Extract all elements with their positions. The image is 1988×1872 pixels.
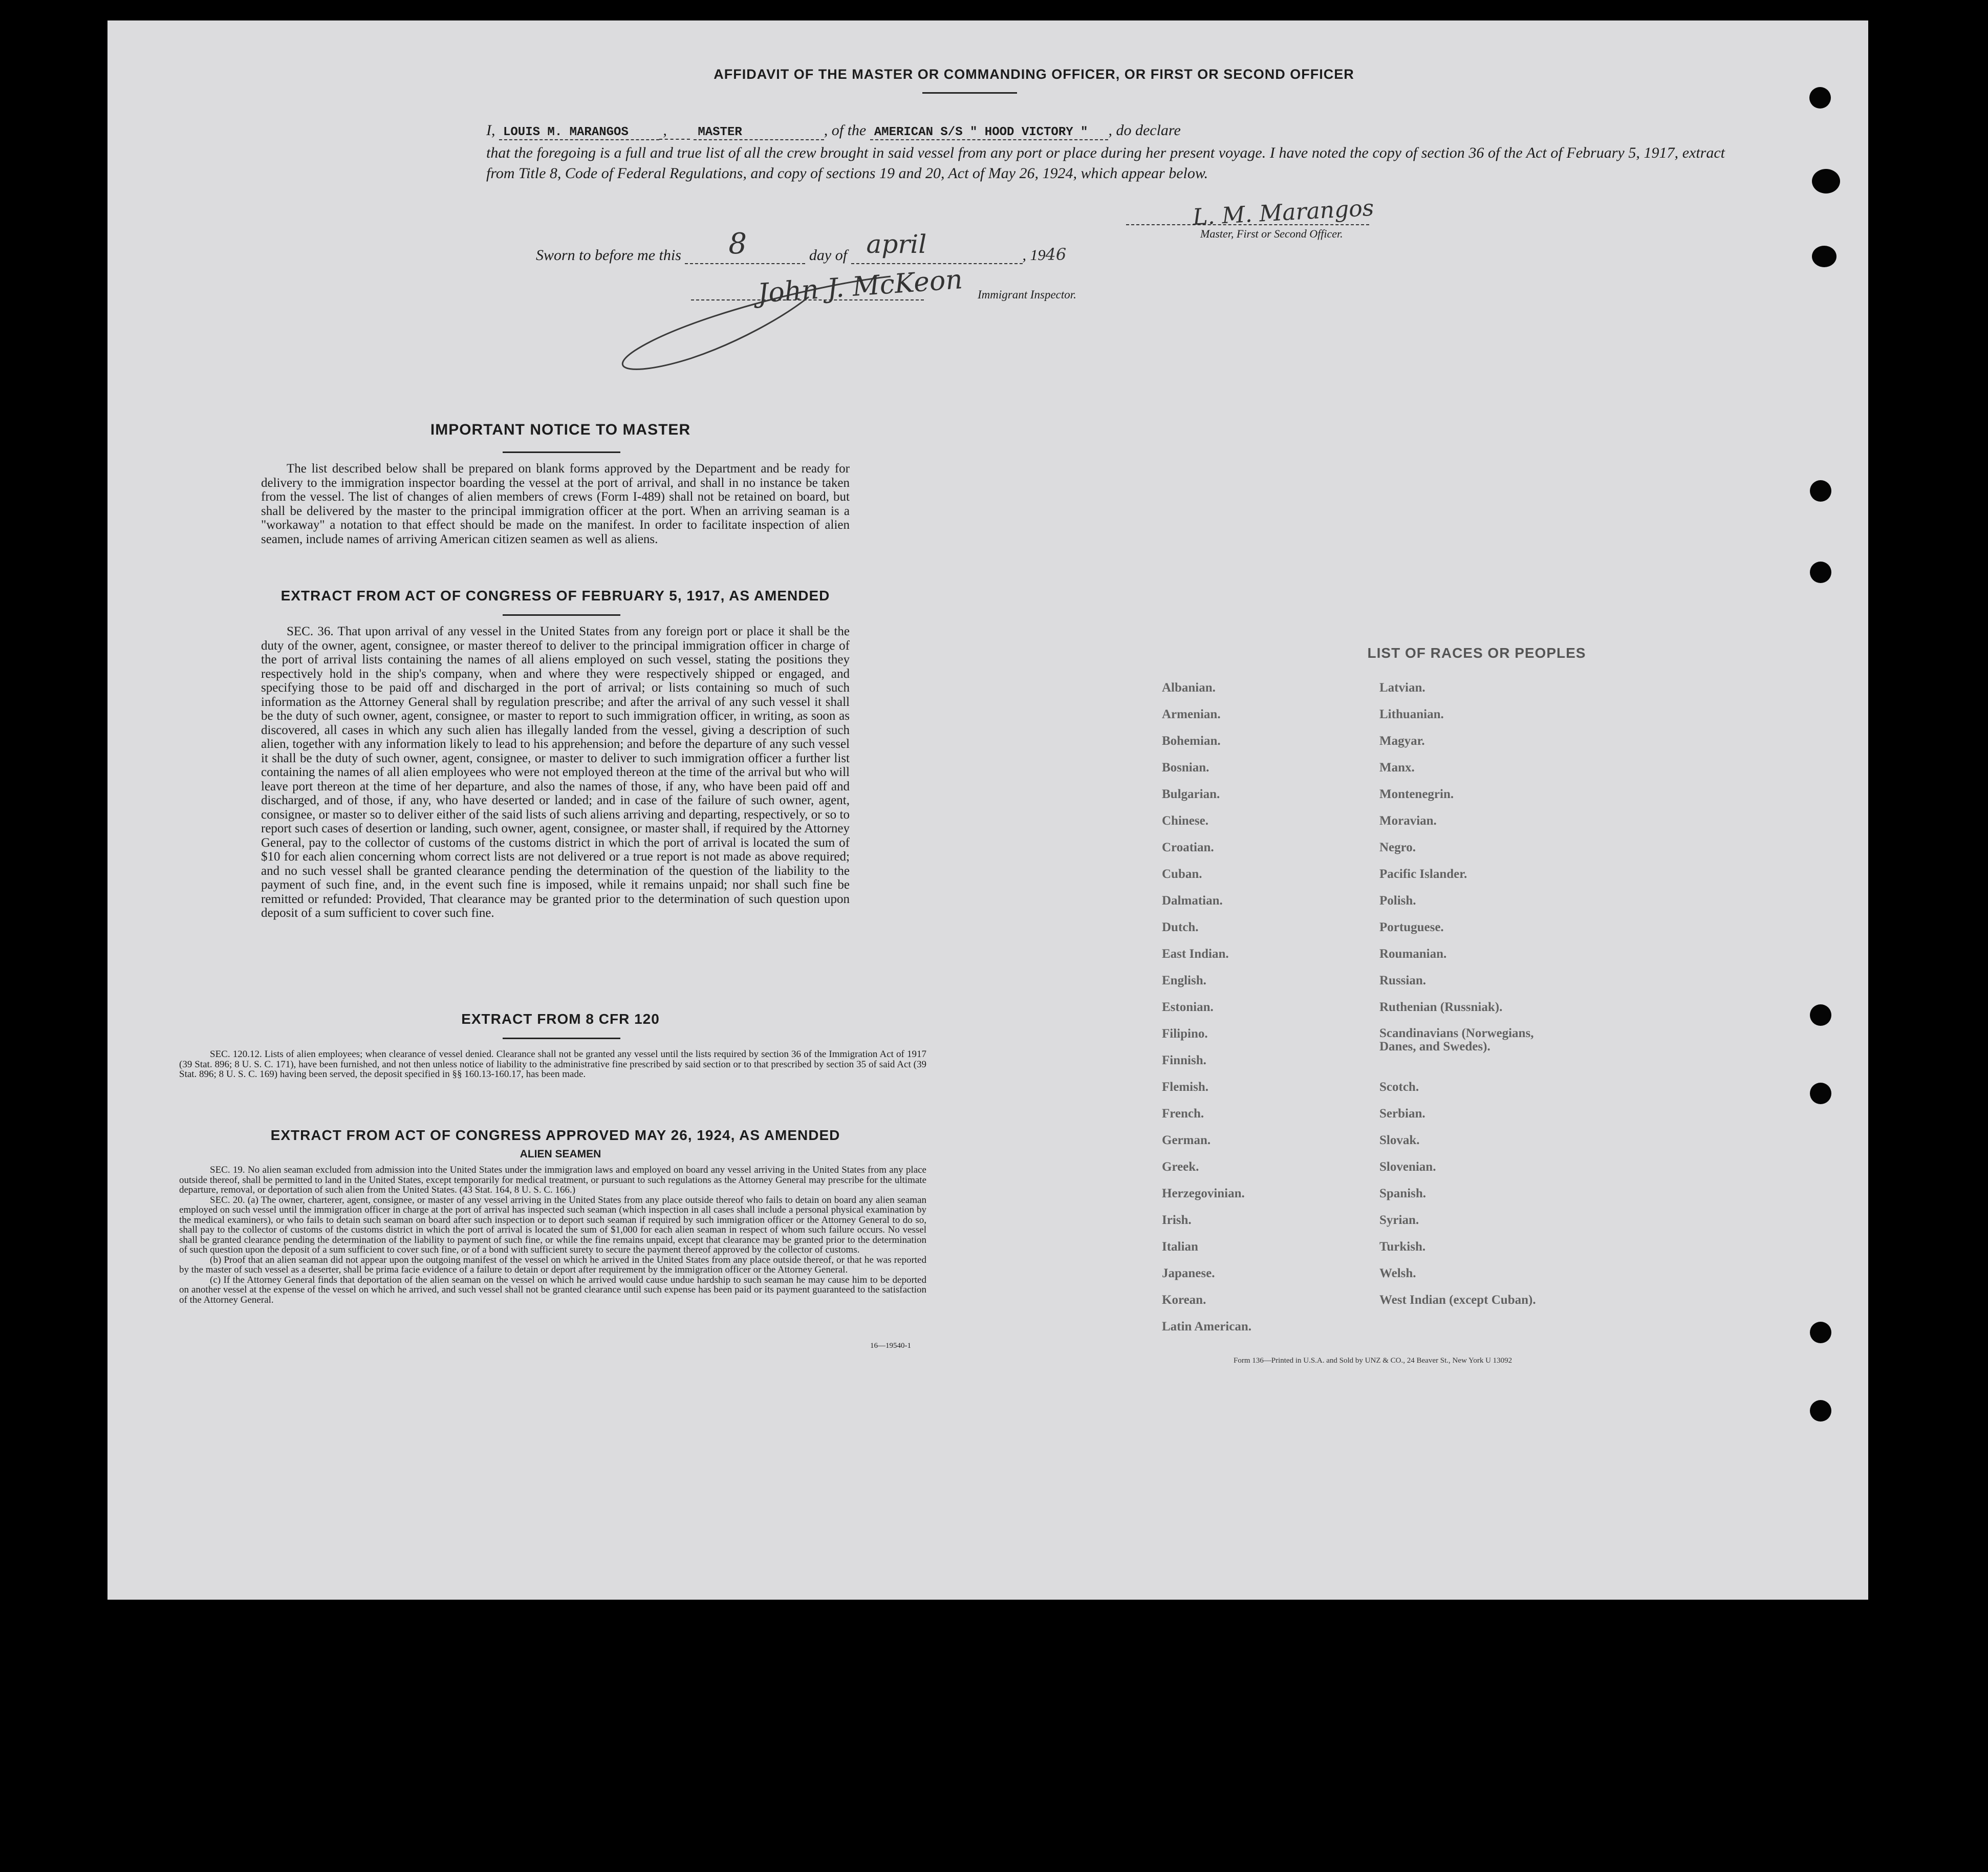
extract-1917-title: EXTRACT FROM ACT OF CONGRESS OF FEBRUARY 5, 1917, AS AMENDED (280, 588, 830, 604)
race-item: Roumanian. (1379, 947, 1447, 961)
race-item: Greek. (1162, 1160, 1199, 1174)
race-item: Serbian. (1379, 1107, 1425, 1121)
binder-hole (1812, 169, 1840, 193)
race-item: Korean. (1162, 1293, 1206, 1307)
race-item: Latin American. (1162, 1320, 1251, 1333)
race-item: Japanese. (1162, 1266, 1215, 1280)
master-label: Master, First or Second Officer. (1200, 227, 1343, 240)
declaration-i: I, (486, 122, 495, 139)
cfr-rule (503, 1038, 620, 1039)
race-item: Latvian. (1379, 681, 1425, 695)
race-item: Portuguese. (1379, 920, 1444, 934)
race-item: Spanish. (1379, 1187, 1427, 1200)
alien-seamen-subtitle: ALIEN SEAMEN (520, 1148, 601, 1160)
form-code: 16—19540-1 (870, 1342, 911, 1350)
day-of-text: day of (809, 247, 848, 264)
extract-1917-body: SEC. 36. That upon arrival of any vessel in the United States from any foreign port or place it shall be the duty of the owner, agent, consignee, or master thereof to deliver to the principal immigration officer in charge of the port of arrival lists containing the names of all aliens employed on such vessel, stating the positions they respectively hold in the ship's company, when and where they were respectively shipped or engaged, and specifying those to be paid off and discharged in the port of arrival; or lists containing so much of such information as the Attorney General shall by regulation prescribe; and after the arrival of any such vessel it shall be the duty of such owner, agent, consignee, or master to report to such immigration officer, in writing, as soon as discovered, all cases in which any such alien has illegally landed from the vessel, giving a description of such alien, together with any information likely to lead to his apprehension; and before the departure of any such vessel it shall be the duty of such owner, agent, consignee, or master to deliver to such immigration officer a further list containing the names of all alien employees who were not employed thereon at the time of the arrival but who will leave port thereon at the time of her departure, and also the names of those, if any, who have been paid off and discharged, and of those, if any, who have deserted or landed; and in case of the failure of such owner, agent, consignee, or master so to deliver either of the said lists of such aliens arriving and departing, respectively, or so to report such cases of desertion or landing, such owner, agent, consignee, or master shall, if required by the Attorney General, pay to the collector of customs of the customs district in which the port of arrival is located the sum of $10 for each alien concerning whom correct lists are not delivered or a true report is not made as above required; and no such vessel shall be granted clearance pending the determination of the question of the liability to the payment of such fine, and, in the event such fine is imposed, while it remains unpaid; nor shall such fine be remitted or refunded: Provided, That clearance may be granted prior to the determination of such question upon deposit of a sum sufficient to cover such fine. (261, 625, 850, 920)
printer-footer: Form 136—Printed in U.S.A. and Sold by UNZ & CO., 24 Beaver St., New York U 13092 (1234, 1357, 1512, 1365)
binder-hole (1810, 1322, 1831, 1343)
race-item: Dutch. (1162, 920, 1199, 934)
binder-hole (1810, 562, 1831, 583)
sworn-month: april (866, 229, 927, 259)
race-item: Welsh. (1379, 1266, 1416, 1280)
declaration-body: that the foregoing is a full and true list of all the crew brought in said vessel from any port or place during her present voyage. I have noted the copy of section 36 of the Act of February 5, 1917, extract from Title 8, Code of Federal Regulations, and copy of sections 19 and 20, Act of May 26, 1924, which appear below. (486, 144, 1725, 182)
of-the-text: , of the (824, 122, 867, 139)
race-item: French. (1162, 1107, 1204, 1121)
race-item: Bosnian. (1162, 761, 1209, 774)
extract-1924-body (179, 1165, 926, 1305)
extract-1924-title: EXTRACT FROM ACT OF CONGRESS APPROVED MAY 26, 1924, AS AMENDED (270, 1127, 840, 1143)
race-item: West Indian (except Cuban). (1379, 1293, 1536, 1307)
year-prefix: , 19 (1022, 247, 1046, 264)
sec-20c: (c) If the Attorney General finds that deportation of the alien seaman on the vessel on which he arrived would cause undue hardship to such seaman he may cause him to be deported on another vessel at the expense of the vessel on which he arrived, and such vessel shall not be granted clearance until such expense has been paid or its payment guaranteed to the satisfaction of the Attorney General. (179, 1274, 926, 1305)
race-item: Scotch. (1379, 1080, 1419, 1094)
sec-20a: SEC. 20. (a) The owner, charterer, agent, consignee, or master of any vessel arriving in the United States from any place outside thereof who fails to detain on board any alien seaman employed on such vessel until the immigration officer in charge at the port of arrival has inspected such seaman (which inspection in all cases shall include a personal physical examination by the medical examiners), or who fails to detain such seaman on board after such inspection or to deport such seaman if required by such immigration officer or the Attorney General to do so, shall pay to the collector of customs of the customs district in which the port of arrival is located the sum of $1,000 for each alien seaman in respect of whom such failure occurs. No vessel shall be granted clearance pending the determination of the liability to payment of such fine, or while the fine remains unpaid, except that clearance may be granted prior to the determination of such question upon the deposit of a sum sufficient to cover such fine, or of a bond with sufficient surety to secure the payment thereof approved by the collector of customs. (179, 1194, 926, 1255)
master-signature: L. M. Marangos (1192, 195, 1375, 231)
race-item: Lithuanian. (1379, 707, 1444, 721)
binder-hole (1810, 480, 1831, 502)
affidavit-title: AFFIDAVIT OF THE MASTER OR COMMANDING OFFICER, OR FIRST OR SECOND OFFICER (714, 67, 1354, 82)
race-item: Albanian. (1162, 681, 1216, 695)
race-item: Negro. (1379, 841, 1416, 854)
inspector-label: Immigrant Inspector. (978, 288, 1076, 301)
race-item: Filipino. (1162, 1027, 1208, 1041)
race-item: Flemish. (1162, 1080, 1208, 1094)
race-item: Manx. (1379, 761, 1415, 774)
vessel-field: AMERICAN S/S " HOOD VICTORY " (870, 125, 1109, 140)
race-item: English. (1162, 974, 1206, 987)
cfr-title: EXTRACT FROM 8 CFR 120 (461, 1011, 660, 1027)
cfr-body: SEC. 120.12. Lists of alien employees; when clearance of vessel denied. Clearance shall not be granted any vessel until the lists required by section 36 of the Immigration Act of 1917 (39 Stat. 896; 8 U. S. C. 171), have been furnished, and not then unless notice of liability to the administrative fine prescribed by said section or to that prescribed by section 35 of said Act (39 Stat. 896; 8 U. S. C. 169) having been served, the deposit specified in §§ 160.13-160.17, has been made. (179, 1049, 926, 1080)
notice-title: IMPORTANT NOTICE TO MASTER (430, 421, 691, 438)
race-item: Slovak. (1379, 1133, 1420, 1147)
inspector-signature: John J. McKeon (757, 264, 964, 309)
sworn-day: 8 (728, 227, 747, 261)
binder-hole (1812, 246, 1836, 267)
year-suffix: 46 (1045, 245, 1067, 264)
binder-hole (1809, 87, 1831, 109)
form-page (107, 20, 1868, 1600)
extract-1917-rule (503, 614, 620, 616)
inspector-signature-line (691, 299, 924, 300)
race-item: Herzegovinian. (1162, 1187, 1245, 1200)
race-item: Armenian. (1162, 707, 1221, 721)
binder-hole (1810, 1400, 1831, 1422)
race-item: Russian. (1379, 974, 1427, 987)
binder-hole (1810, 1083, 1831, 1104)
declaration: I, LOUIS M. MARANGOS , MASTER , of the AMERICAN S/S " HOOD VICTORY " , do declare that the foregoing is a full and true list of all the crew brought in said vessel from any port or place during her present voyage. I have noted the copy of section 36 of the Act of February 5, 1917, extract from Title 8, Code of Federal Regulations, and copy of sections 19 and 20, Act of May 26, 1924, which appear below. (486, 120, 1725, 184)
declare-text: , do declare (1108, 122, 1181, 139)
race-item: Bohemian. (1162, 734, 1221, 748)
race-item: Polish. (1379, 894, 1416, 908)
race-item: Moravian. (1379, 814, 1437, 828)
race-item: Magyar. (1379, 734, 1425, 748)
master-signature-line (1126, 224, 1369, 225)
race-item: East Indian. (1162, 947, 1229, 961)
race-item: Turkish. (1379, 1240, 1426, 1254)
race-item: Scandinavians (Norwegians, Danes, and Swedes). (1379, 1026, 1534, 1053)
notice-title-rule (503, 451, 620, 453)
race-item: Bulgarian. (1162, 787, 1220, 801)
race-item: Montenegrin. (1379, 787, 1454, 801)
title-rule (922, 92, 1017, 94)
sec-20b: (b) Proof that an alien seaman did not appear upon the outgoing manifest of the vessel on which he arrived in the United States from any place outside thereof, or that he was reported by the master of such vessel as a deserter, shall be prima facie evidence of a failure to detain or deport after requirement by the immigration officer or the Attorney General. (179, 1254, 926, 1275)
sworn-prefix: Sworn to before me this (536, 247, 681, 264)
race-item: Estonian. (1162, 1000, 1214, 1014)
race-item: Cuban. (1162, 867, 1202, 881)
race-item: Syrian. (1379, 1213, 1419, 1227)
rank-field: MASTER (694, 125, 824, 140)
race-item: Chinese. (1162, 814, 1208, 828)
race-item: Ruthenian (Russniak). (1379, 1000, 1503, 1014)
race-item: Irish. (1162, 1213, 1192, 1227)
race-item: Italian (1162, 1240, 1198, 1254)
race-item: German. (1162, 1133, 1211, 1147)
master-name-field: LOUIS M. MARANGOS (499, 125, 659, 140)
binder-hole (1810, 1004, 1831, 1026)
race-item: Dalmatian. (1162, 894, 1223, 908)
race-item: Slovenian. (1379, 1160, 1436, 1174)
race-item: Finnish. (1162, 1053, 1206, 1067)
races-title: LIST OF RACES OR PEOPLES (1367, 645, 1586, 661)
race-item: Croatian. (1162, 841, 1214, 854)
sec-19: SEC. 19. No alien seaman excluded from admission into the United States under the immigration laws and employed on board any vessel arriving in the United States from any place outside thereof, shall be permitted to land in the United States, except temporarily for medical treatment, or pursuant to such regulations as the Attorney General may prescribe for the ultimate departure, removal, or deportation of such alien from the United States. (43 Stat. 164, 8 U. S. C. 166.) (179, 1165, 926, 1195)
notice-body: The list described below shall be prepared on blank forms approved by the Department and be ready for delivery to the immigration inspector boarding the vessel at the port of arrival, and shall in no instance be taken from the vessel. The list of changes of alien members of crews (Form I-489) shall not be retained on board, but shall be delivered by the master to the principal immigration officer at the port. When an arriving seaman is a "workaway" a notation to that effect should be made on the manifest. In order to facilitate inspection of alien seamen, include names of arriving American citizen seamen as well as aliens. (261, 462, 850, 546)
race-item: Pacific Islander. (1379, 867, 1467, 881)
